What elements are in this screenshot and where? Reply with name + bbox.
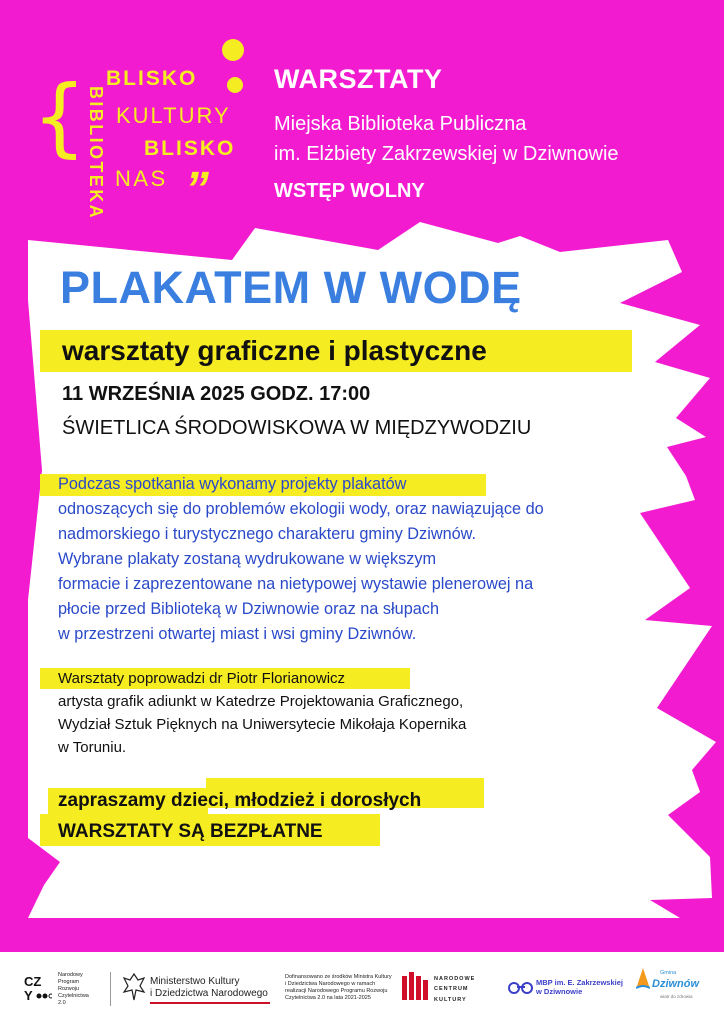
gmina-name: Dziwnów (652, 978, 700, 990)
funding-note: Dofinansowano ze środków Ministra Kultury i Dziedzictwa Narodowego w ramach realizacji Narodowego Programu Rozwoju Czytelnictwa 2.0 na lata 2021-2025 (285, 974, 392, 1001)
entry-free-label: WSTĘP WOLNY (274, 180, 425, 202)
host-line: artysta grafik adiunkt w Katedrze Projektowania Graficznego, (58, 693, 464, 710)
mbp-logo-icon (508, 978, 534, 1003)
description-line: Wybrane plakaty zostaną wydrukowane w większym (58, 550, 437, 568)
host-line: w Toruniu. (58, 739, 127, 756)
logo-word-kultury: KULTURY (116, 103, 231, 128)
invite-text: zapraszamy dzieci, młodzież i dorosłych (58, 790, 422, 811)
ministry-underline (150, 1002, 270, 1004)
event-title: PLAKATEM W WODĘ (60, 262, 522, 313)
logo-vertical-word: BIBLIOTEKA (86, 86, 106, 220)
logo-colon-icon (222, 39, 244, 119)
eagle-emblem-icon (122, 972, 146, 1007)
library-name-line1: Miejska Biblioteka Publiczna (274, 113, 527, 135)
header-title: WARSZTATY (274, 64, 443, 94)
mbp-text: MBP im. E. Zakrzewskiej w Dziwnowie (536, 978, 623, 996)
nprc-text: Narodowy Program Rozwoju Czytelnictwa 2.0 (58, 972, 89, 1006)
logo-word-blisko-1: BLISKO (106, 67, 198, 90)
ministry-name: Ministerstwo Kultury i Dziedzictwa Narodowego (150, 976, 268, 999)
logo-word-blisko-2: BLISKO (144, 137, 236, 160)
nck-text: NARODOWE CENTRUM KULTURY (434, 976, 476, 1003)
description-line: nadmorskiego i turystycznego charakteru gminy Dziwnów. (58, 525, 477, 543)
gmina-label: Gmina (660, 970, 677, 976)
event-date: 11 WRZEŚNIA 2025 GODZ. 17:00 (62, 383, 371, 405)
logo-brace: { (32, 67, 87, 167)
host-line: Wydział Sztuk Pięknych na Uniwersytecie Mikołaja Kopernika (58, 716, 467, 733)
logo-quote-mark: ” (185, 163, 209, 216)
sponsor-footer (0, 952, 724, 1024)
library-logo (30, 38, 255, 218)
svg-text:CZ: CZ (24, 974, 42, 989)
nprc-logo-icon (22, 972, 52, 1002)
gmina-slogan: wiatr do zdrowia (660, 994, 693, 999)
description-line: płocie przed Biblioteką w Dziwnowie oraz na słupach (58, 600, 439, 618)
description-line: Podczas spotkania wykonamy projekty plakatów (58, 475, 407, 493)
host-line: Warsztaty poprowadzi dr Piotr Florianowicz (58, 670, 346, 687)
footer-divider (110, 972, 111, 1006)
event-place: ŚWIETLICA ŚRODOWISKOWA W MIĘDZYWODZIU (62, 417, 532, 439)
description-line: w przestrzeni otwartej miast i wsi gminy Dziwnów. (58, 625, 417, 643)
library-name-line2: im. Elżbiety Zakrzewskiej w Dziwnowie (274, 143, 619, 165)
description-line: odnoszących się do problemów ekologii wody, oraz nawiązujące do (58, 500, 544, 518)
nck-logo-icon (402, 972, 428, 1007)
sail-logo-icon (636, 968, 650, 995)
logo-word-nas: NAS (115, 166, 168, 191)
free-workshops-text: WARSZTATY SĄ BEZPŁATNE (58, 821, 323, 842)
event-subtitle: warsztaty graficzne i plastyczne (62, 335, 487, 366)
svg-text:Y: Y (24, 988, 33, 1002)
description-line: formacie i zaprezentowane na nietypowej wystawie plenerowej na (58, 575, 534, 593)
